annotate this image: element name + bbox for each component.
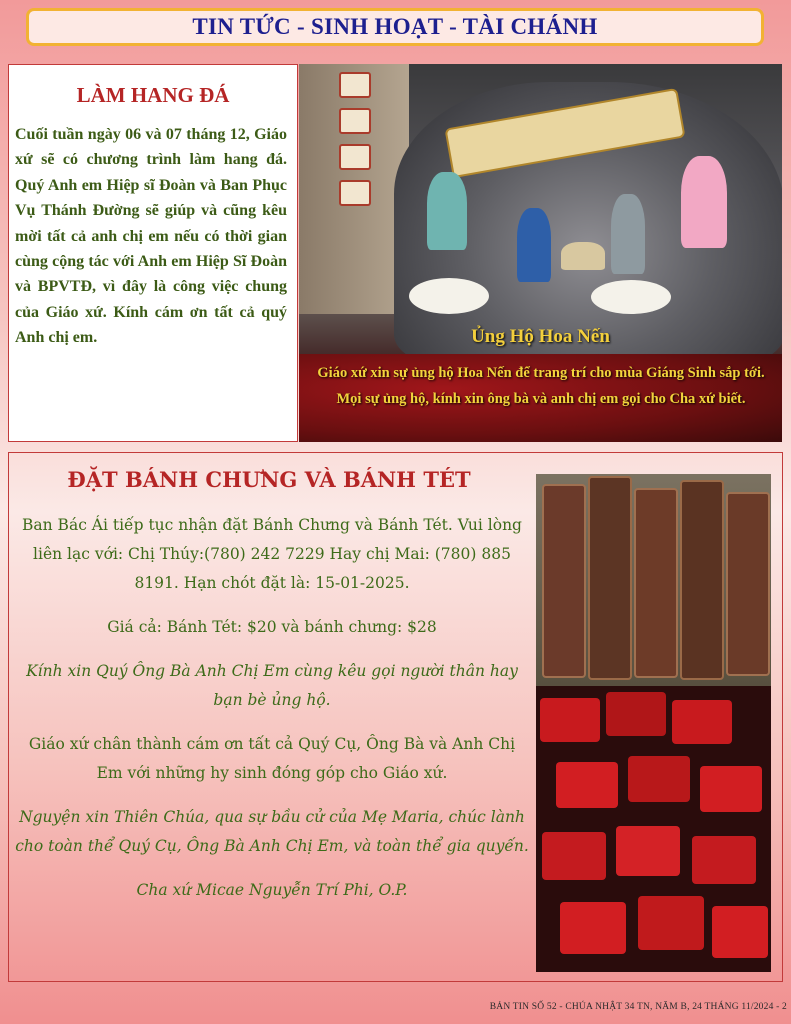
banh-tet-roll	[634, 488, 678, 678]
banh-tet-roll	[680, 480, 724, 680]
banh-chung-pack	[638, 896, 704, 950]
banh-thanks: Giáo xứ chân thành cám ơn tất cả Quý Cụ, Ông Bà và Anh Chị Em với những hy sinh đóng góp cho Giáo xứ.	[28, 735, 516, 782]
hang-da-body: Cuối tuần ngày 06 và 07 tháng 12, Giáo xứ sẽ có chương trình làm hang đá. Quý Anh em Hiệp sĩ Đoàn và Ban Phục Vụ Thánh Đường sẽ giúp và cũng kêu mời tất cả anh chị em nếu có thời gian cùng cộng tác với Anh em Hiệp Sĩ Đoàn và BPVTĐ, vì đây là công việc chung của Giáo xứ. Kính cám ơn tất cả quý Anh chị em.	[15, 126, 287, 347]
hang-da-section	[8, 64, 298, 442]
angel-figure	[427, 172, 467, 250]
banh-chung-photo	[536, 686, 771, 972]
footer-text: BẢN TIN SỐ 52 - CHÚA NHẬT 34 TN, NĂM B, 24 THÁNG 11/2024 - 2	[489, 1002, 787, 1012]
hoa-nen-title: Ủng Hộ Hoa Nến	[471, 326, 610, 347]
hoa-nen-body: Giáo xứ xin sự ủng hộ Hoa Nến để trang trí cho mùa Giáng Sinh sắp tới. Mọi sự ủng hộ, kính xin ông bà và anh chị em gọi cho Cha xứ biết.	[317, 365, 765, 407]
joseph-figure	[611, 194, 645, 274]
banner-sign	[339, 72, 371, 98]
banh-chung-pack	[616, 826, 680, 876]
banh-appeal: Kính xin Quý Ông Bà Anh Chị Em cùng kêu gọi người thân hay bạn bè ủng hộ.	[26, 662, 518, 709]
manger-figure	[561, 242, 605, 270]
banh-chung-pack	[560, 902, 626, 954]
banh-chung-pack	[556, 762, 618, 808]
banner-sign	[339, 180, 371, 206]
banh-chung-pack	[540, 698, 600, 742]
banh-title: ĐẶT BÁNH CHƯNG VÀ BÁNH TÉT	[67, 467, 471, 492]
banh-chung-pack	[628, 756, 690, 802]
banh-chung-pack	[606, 692, 666, 736]
banh-content	[15, 511, 529, 920]
banh-blessing: Nguyện xin Thiên Chúa, qua sự bầu cử của Mẹ Maria, chúc lành cho toàn thể Quý Cụ, Ông Bà Anh Chị Em, và toàn thể gia quyến.	[15, 808, 529, 855]
hang-da-title: LÀM HANG ĐÁ	[76, 83, 230, 107]
banh-tet-photo	[536, 474, 771, 686]
banh-tet-roll	[588, 476, 632, 680]
banh-chung-pack	[712, 906, 768, 958]
angel-figure	[681, 156, 727, 248]
banh-chung-pack	[672, 700, 732, 744]
mary-figure	[517, 208, 551, 282]
white-flowers	[591, 280, 671, 314]
page-title: TIN TỨC - SINH HOẠT - TÀI CHÁNH	[192, 14, 598, 39]
banh-tet-roll	[542, 484, 586, 678]
banh-photo	[536, 474, 771, 972]
page-header	[26, 8, 764, 46]
banh-signature: Cha xứ Micae Nguyễn Trí Phi, O.P.	[136, 881, 408, 899]
banh-tet-roll	[726, 492, 770, 676]
banh-chung-pack	[692, 836, 756, 884]
banh-chung-pack	[700, 766, 762, 812]
white-flowers	[409, 278, 489, 314]
banh-price: Giá cả: Bánh Tét: $20 và bánh chưng: $28	[107, 618, 437, 636]
banh-order-info: Ban Bác Ái tiếp tục nhận đặt Bánh Chưng và Bánh Tét. Vui lòng liên lạc với: Chị Thúy:(780) 242 7229 Hay chị Mai: (780) 885 8191. Hạn chót đặt là: 15-01-2025.	[22, 516, 522, 592]
banner-sign	[339, 108, 371, 134]
banner-sign	[339, 144, 371, 170]
nativity-photo	[299, 64, 782, 442]
banh-chung-pack	[542, 832, 606, 880]
